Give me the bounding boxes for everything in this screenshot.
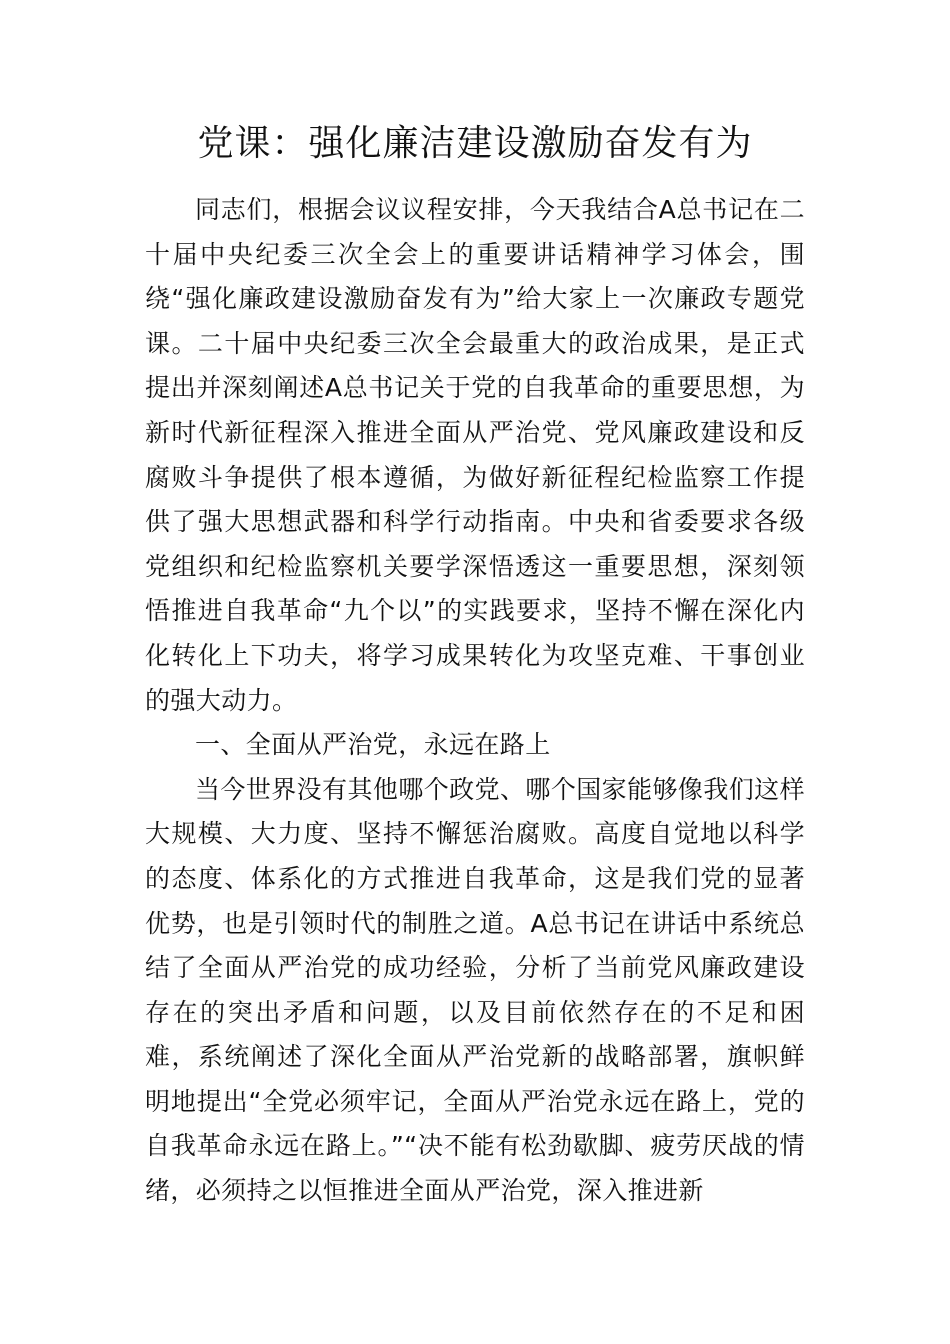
paragraph-intro: 同志们，根据会议议程安排，今天我结合A总书记在二十届中央纪委三次全会上的重要讲话精神学习体会，围绕“强化廉政建设激励奋发有为”给大家上一次廉政专题党课。二十届中央纪委三次全会最重大的政治成果，是正式提出并深刻阐述A总书记关于党的自我革命的重要思想，为新时代新征程深入推进全面从严治党、党风廉政建设和反腐败斗争提供了根本遵循，为做好新征程纪检监察工作提供了强大思想武器和科学行动指南。中央和省委要求各级党组织和纪检监察机关要学深悟透这一重要思想，深刻领悟推进自我革命“九个以”的实践要求，坚持不懈在深化内化转化上下功夫，将学习成果转化为攻坚克难、干事创业的强大动力。 xyxy=(145,195,805,715)
document-body xyxy=(145,188,805,1214)
paragraph-section-1: 当今世界没有其他哪个政党、哪个国家能够像我们这样大规模、大力度、坚持不懈惩治腐败。高度自觉地以科学的态度、体系化的方式推进自我革命，这是我们党的显著优势，也是引领时代的制胜之道。A总书记在讲话中系统总结了全面从严治党的成功经验，分析了当前党风廉政建设存在的突出矛盾和问题，以及目前依然存在的不足和困难，系统阐述了深化全面从严治党新的战略部署，旗帜鲜明地提出“全党必须牢记，全面从严治党永远在路上，党的自我革命永远在路上。”“决不能有松劲歇脚、疲劳厌战的情绪，必须持之以恒推进全面从严治党，深入推进新 xyxy=(145,774,805,1206)
section-heading-1: 一、全面从严治党，永远在路上 xyxy=(195,730,551,760)
document-title: 党课：强化廉洁建设激励奋发有为 xyxy=(197,123,753,164)
